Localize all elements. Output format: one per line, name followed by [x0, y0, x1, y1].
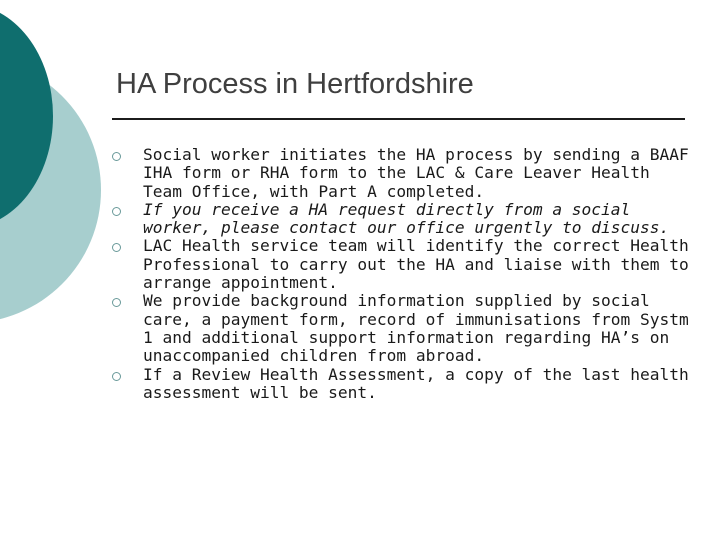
hollow-circle-icon	[112, 207, 121, 216]
bullet-list	[112, 146, 692, 402]
hollow-circle-icon	[112, 298, 121, 307]
bullet-text: LAC Health service team will identify the correct Health Professional to carry out the HA and liaise with them to arrange appointment.	[143, 236, 689, 293]
title-divider	[112, 118, 685, 120]
slide-title: HA Process in Hertfordshire	[116, 68, 474, 100]
bullet-text: We provide background information supplied by social care, a payment form, record of immunisations from Systm 1 and additional support information regarding HA’s on unaccompanied children from abroad.	[143, 291, 689, 366]
bullet-item	[112, 292, 692, 365]
hollow-circle-icon	[112, 152, 121, 161]
bullet-text: If you receive a HA request directly from a social worker, please contact our office urgently to discuss.	[143, 199, 670, 238]
bullet-text: If a Review Health Assessment, a copy of the last health assessment will be sent.	[143, 364, 689, 402]
bullet-item	[112, 366, 692, 403]
hollow-circle-icon	[112, 243, 121, 252]
bullet-item	[112, 237, 692, 292]
bullet-item	[112, 201, 692, 238]
hollow-circle-icon	[112, 372, 121, 381]
bullet-item	[112, 146, 692, 201]
bullet-text: Social worker initiates the HA process by sending a BAAF IHA form or RHA form to the LAC & Care Leaver Health Team Office, with Part A completed.	[143, 145, 689, 201]
